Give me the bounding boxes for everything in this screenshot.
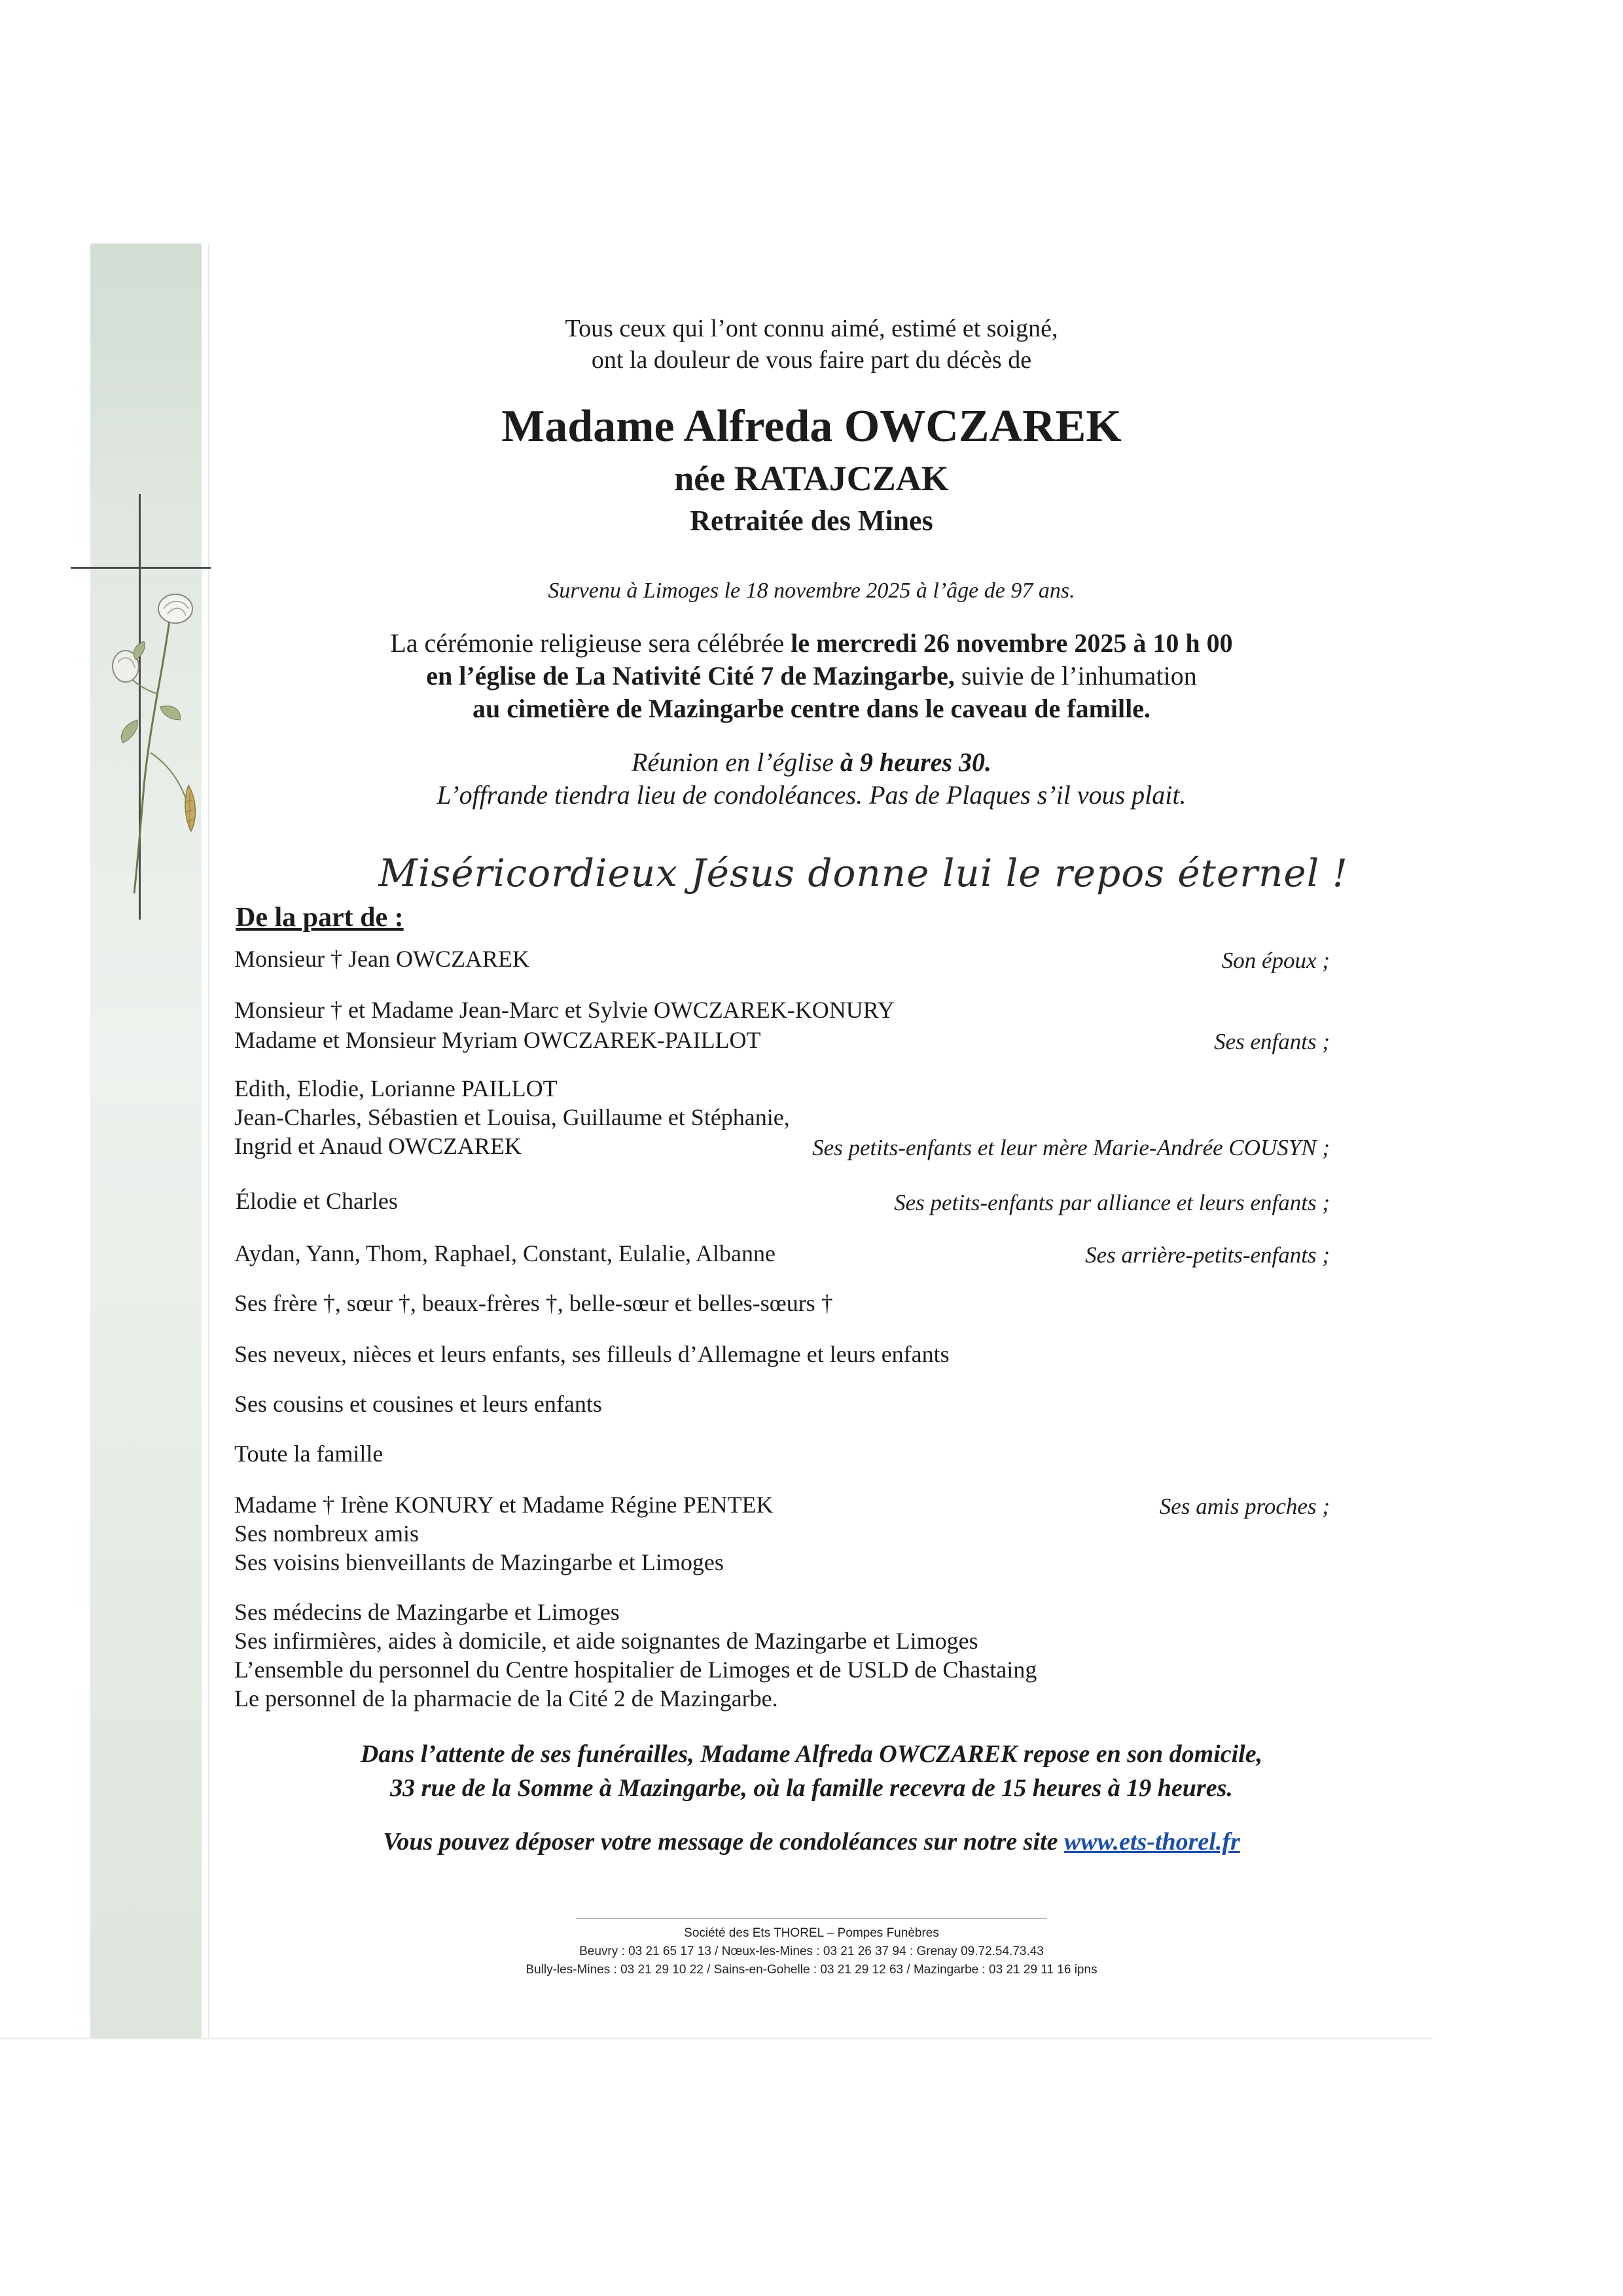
deceased-title: Retraitée des Mines: [690, 505, 933, 537]
ceremony-line-1: [0, 627, 1623, 660]
footer-phones-1: Beuvry : 03 21 65 17 13 / Nœux-les-Mines : 03 21 26 37 94 : Grenay 09.72.54.73.43: [579, 1945, 1044, 1958]
website-line: [0, 1827, 1623, 1856]
care-4: Le personnel de la pharmacie de la Cité 2 de Mazingarbe.: [234, 1685, 778, 1712]
footer-rule: [576, 1918, 1047, 1919]
nephews-nieces: Ses neveux, nièces et leurs enfants, ses filleuls d’Allemagne et leurs enfants: [234, 1341, 950, 1367]
intro-line-1: Tous ceux qui l’ont connu aimé, estimé et soigné,: [565, 315, 1058, 342]
child-1: Monsieur † et Madame Jean-Marc et Sylvie OWCZAREK-KONURY: [234, 997, 895, 1023]
ceremony-cemetery: au cimetière de Mazingarbe centre dans le caveau de famille.: [472, 694, 1151, 723]
grandchildren-by-marriage-relation: Ses petits-enfants par alliance et leurs enfants ;: [894, 1190, 1330, 1215]
grandchildren-2: Jean-Charles, Sébastien et Louisa, Guillaume et Stéphanie,: [234, 1104, 790, 1130]
ceremony-burial: suivie de l’inhumation: [954, 661, 1197, 691]
ceremony-line-2: [0, 660, 1623, 692]
child-2: Madame et Monsieur Myriam OWCZAREK-PAILLOT: [234, 1027, 761, 1053]
spouse-name: Monsieur † Jean OWCZAREK: [234, 946, 529, 972]
cross-icon-horizontal: [71, 567, 211, 569]
cousins: Ses cousins et cousines et leurs enfants: [234, 1391, 602, 1417]
intro-line-2: ont la douleur de vous faire part du décès de: [591, 346, 1032, 374]
care-1: Ses médecins de Mazingarbe et Limoges: [234, 1599, 620, 1625]
deceased-name: Madame Alfreda OWCZAREK: [501, 401, 1122, 452]
ceremony-date: le mercredi 26 novembre 2025 à 10 h 00: [791, 628, 1233, 658]
meeting-time: à 9 heures 30.: [840, 747, 991, 777]
footer-company: Société des Ets THOREL – Pompes Funèbres: [684, 1926, 939, 1940]
funeral-line-1: Dans l’attente de ses funérailles, Madame Alfreda OWCZAREK repose en son domicile,: [360, 1740, 1263, 1768]
grandchildren-relation: Ses petits-enfants et leur mère Marie-Andrée COUSYN ;: [812, 1135, 1330, 1160]
great-grandchildren-relation: Ses arrière-petits-enfants ;: [1085, 1242, 1330, 1268]
friends-3: Ses voisins bienveillants de Mazingarbe et Limoges: [234, 1549, 724, 1575]
spouse-relation: Son époux ;: [1221, 948, 1330, 973]
care-2: Ses infirmières, aides à domicile, et aide soignantes de Mazingarbe et Limoges: [234, 1628, 978, 1654]
ceremony-intro: La cérémonie religieuse sera célébrée: [390, 628, 791, 658]
care-3: L’ensemble du personnel du Centre hospitalier de Limoges et de USLD de Chastaing: [234, 1657, 1037, 1683]
grandchildren-by-marriage: Élodie et Charles: [236, 1188, 398, 1214]
grandchildren-1: Edith, Elodie, Lorianne PAILLOT: [234, 1075, 558, 1102]
grandchildren-3: Ingrid et Anaud OWCZAREK: [234, 1133, 522, 1159]
siblings: Ses frère †, sœur †, beaux-frères †, belle-sœur et belles-sœurs †: [234, 1290, 833, 1316]
friends-1: Madame † Irène KONURY et Madame Régine PENTEK: [234, 1492, 774, 1518]
meeting-line-2: L’offrande tiendra lieu de condoléances. Pas de Plaques s’il vous plait.: [437, 780, 1186, 810]
great-grandchildren: Aydan, Yann, Thom, Raphael, Constant, Eulalie, Albanne: [234, 1240, 776, 1266]
birth-name: née RATAJCZAK: [674, 459, 949, 498]
prayer-motto: Miséricordieux Jésus donne lui le repos éternel !: [378, 851, 1348, 895]
part-heading: De la part de :: [236, 903, 404, 933]
meeting-intro: Réunion en l’église: [632, 747, 840, 777]
ceremony-church: en l’église de La Nativité Cité 7 de Mazingarbe,: [426, 661, 955, 691]
website-text: Vous pouvez déposer votre message de condoléances sur notre site: [383, 1828, 1064, 1856]
friends-2: Ses nombreux amis: [234, 1520, 419, 1547]
meeting-line-1: [0, 746, 1623, 779]
footer-phones-2: Bully-les-Mines : 03 21 29 10 22 / Sains-en-Gohelle : 03 21 29 12 63 / Mazingarbe : 03 21 29 11 16 ipns: [526, 1963, 1097, 1977]
whole-family: Toute la famille: [234, 1441, 383, 1467]
funeral-line-2: 33 rue de la Somme à Mazingarbe, où la famille recevra de 15 heures à 19 heures.: [390, 1774, 1233, 1802]
death-notice: Survenu à Limoges le 18 novembre 2025 à l’âge de 97 ans.: [548, 579, 1075, 603]
bottom-divider-line: [0, 2038, 1433, 2039]
website-link[interactable]: www.ets-thorel.fr: [1063, 1828, 1240, 1856]
children-relation: Ses enfants ;: [1214, 1029, 1330, 1054]
friends-relation: Ses amis proches ;: [1159, 1494, 1330, 1519]
